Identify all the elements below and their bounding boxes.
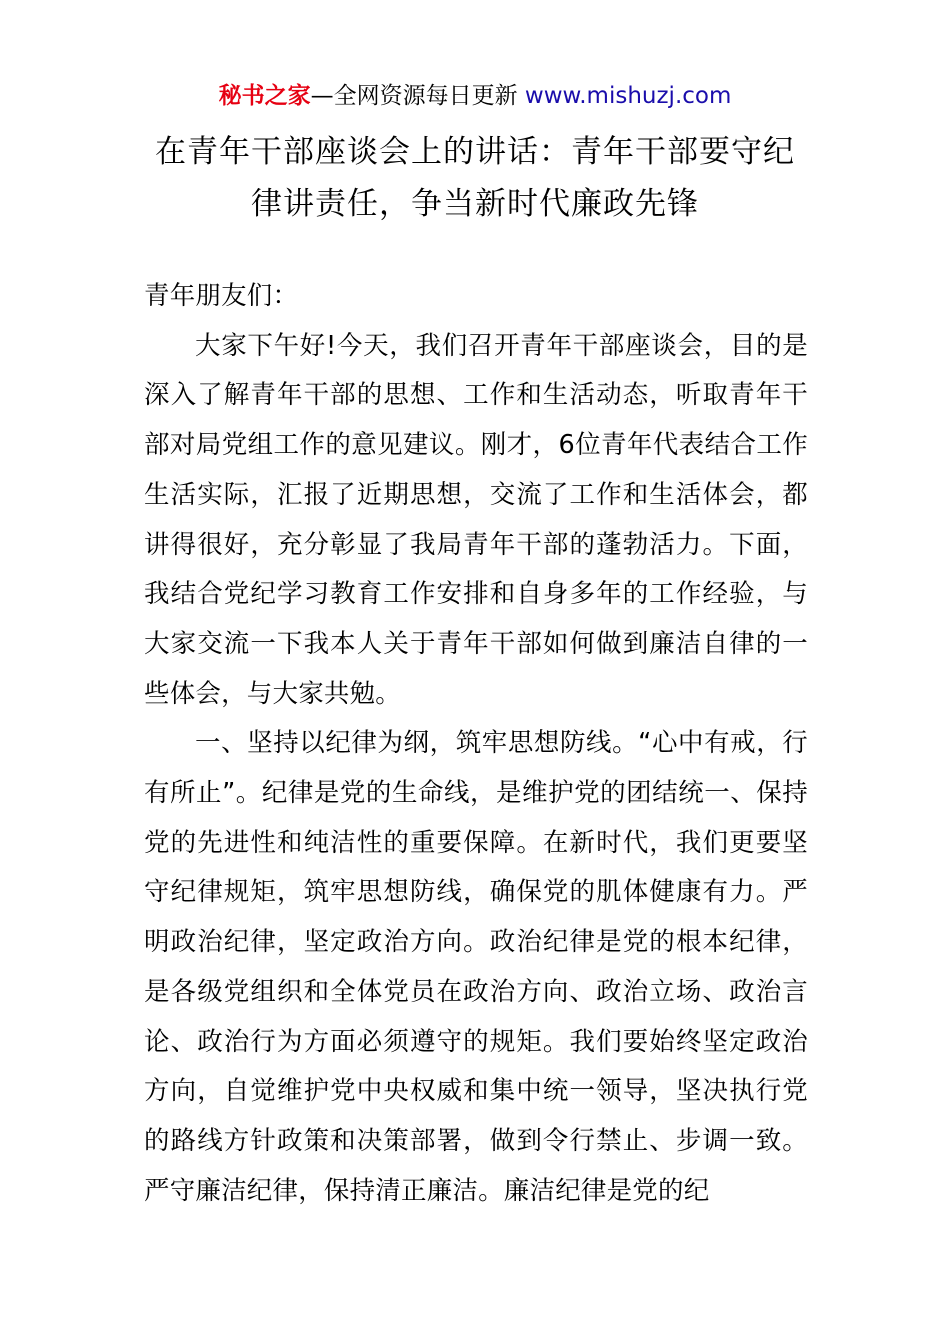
site-brand: 秘书之家: [218, 83, 311, 109]
salutation: 青年朋友们：: [144, 281, 299, 311]
paragraph-2: 一、坚持以纪律为纲，筑牢思想防线。“心中有戒，行有所止”。纪律是党的生命线，是维护党的团结统一、保持党的先进性和纯洁性的重要保障。在新时代，我们更要坚守纪律规矩，筑牢思想防线，确保党的肌体健康有力。严明政治纪律，坚定政治方向。政治纪律是党的根本纪律，是各级党组织和全体党员在政治方向、政治立场、政治言论、政治行为方面必须遵守的规矩。我们要始终坚定政治方向，自觉维护党中央权威和集中统一领导，坚决执行党的路线方针政策和决策部署，做到令行禁止、步调一致。严守廉洁纪律，保持清正廉洁。廉洁纪律是党的纪: [144, 728, 808, 1206]
site-tagline: —全网资源每日更新: [310, 83, 525, 109]
document-body: [144, 272, 808, 1216]
paragraph-1: 大家下午好!今天，我们召开青年干部座谈会，目的是深入了解青年干部的思想、工作和生活动态，听取青年干部对局党组工作的意见建议。刚才，6位青年代表结合工作生活实际，汇报了近期思想，交流了工作和生活体会，都讲得很好，充分彰显了我局青年干部的蓬勃活力。下面，我结合党纪学习教育工作安排和自身多年的工作经验，与大家交流一下我本人关于青年干部如何做到廉洁自律的一些体会，与大家共勉。: [144, 330, 808, 709]
site-url-link[interactable]: www.mishuzj.com: [524, 83, 732, 109]
site-header: [0, 80, 950, 112]
document-title: 在青年干部座谈会上的讲话：青年干部要守纪律讲责任，争当新时代廉政先锋: [155, 134, 795, 222]
